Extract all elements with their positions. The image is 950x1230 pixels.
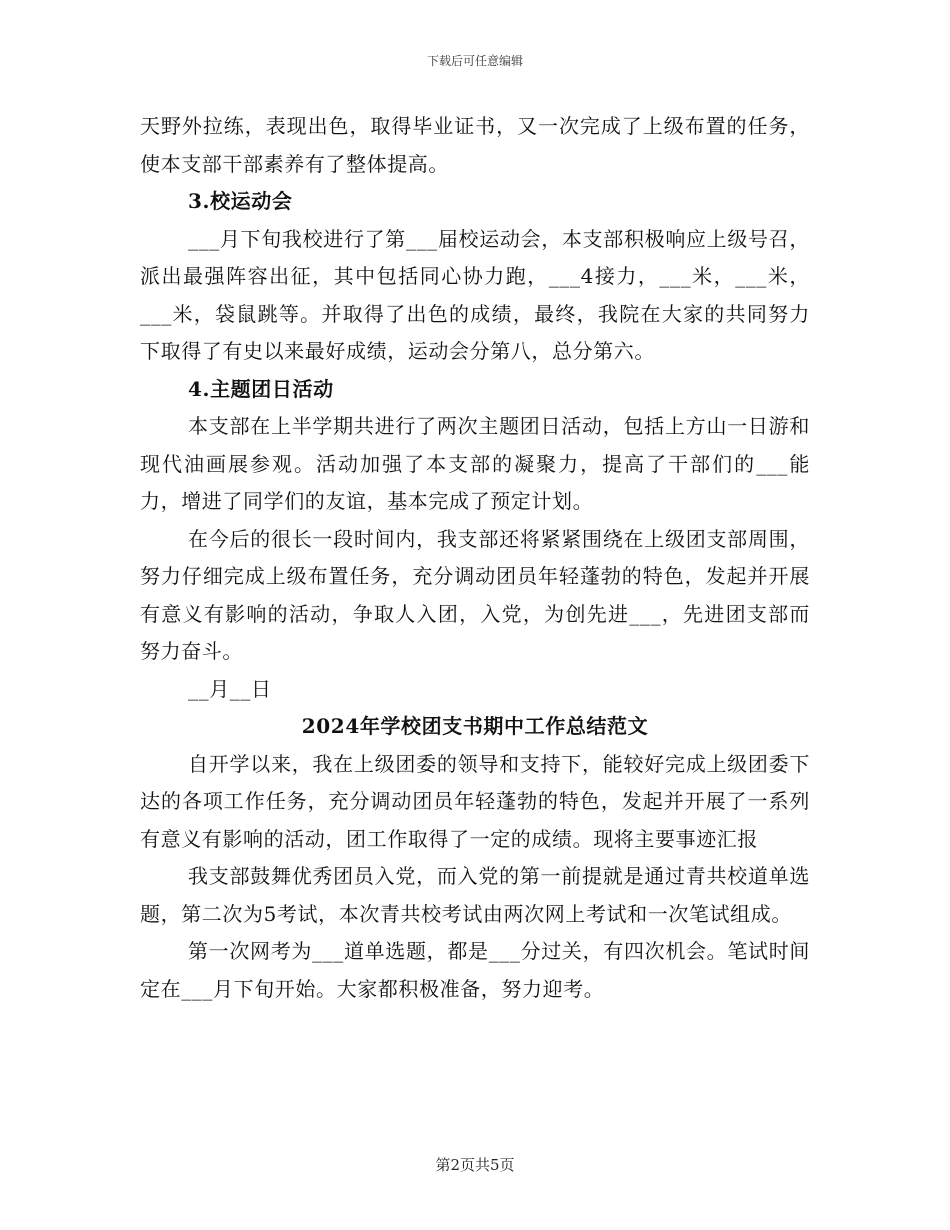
document-body	[140, 108, 810, 1008]
paragraph-sports-meet: ___月下旬我校进行了第___届校运动会，本支部积极响应上级号召，派出最强阵容出征，其中包括同心协力跑，___4接力，___米，___米，___米，袋鼠跳等。并取得了出色的成绩，最终，我院在大家的共同努力下取得了有史以来最好成绩，运动会分第八，总分第六。	[140, 226, 810, 363]
paragraph-party-exam: 我支部鼓舞优秀团员入党，而入党的第一前提就是通过青共校道单选题，第二次为5考试，本次青共校考试由两次网上考试和一次笔试组成。	[140, 864, 810, 926]
date-line: __月__日	[188, 676, 272, 701]
paragraph-continued: 天野外拉练，表现出色，取得毕业证书，又一次完成了上级布置的任务，使本支部干部素养有了整体提高。	[140, 114, 810, 176]
document-title: 2024年学校团支书期中工作总结范文	[301, 714, 649, 738]
paragraph-online-exam: 第一次网考为___道单选题，都是___分过关，有四次机会。笔试时间定在___月下旬开始。大家都积极准备，努力迎考。	[140, 939, 810, 1001]
section-heading-theme-day: 4.主题团日活动	[188, 376, 334, 401]
section-heading-sports-meet: 3.校运动会	[188, 189, 293, 213]
paragraph-intro: 自开学以来，我在上级团委的领导和支持下，能较好完成上级团委下达的各项工作任务，充分调动团员年轻蓬勃的特色，发起并开展了一系列有意义有影响的活动，团工作取得了一定的成绩。现将主要事迹汇报	[140, 751, 810, 851]
paragraph-theme-day: 本支部在上半学期共进行了两次主题团日活动，包括上方山一日游和现代油画展参观。活动加强了本支部的凝聚力，提高了干部们的___能力，增进了同学们的友谊，基本完成了预定计划。	[140, 414, 810, 513]
page-number: 第2页共5页	[435, 1156, 515, 1174]
paragraph-future-plan: 在今后的很长一段时间内，我支部还将紧紧围绕在上级团支部周围，努力仔细完成上级布置任务，充分调动团员年轻蓬勃的特色，发起并开展有意义有影响的活动，争取人入团，入党，为创先进___，先进团支部而努力奋斗。	[140, 526, 810, 663]
page-header-note: 下载后可任意编辑	[426, 54, 523, 68]
